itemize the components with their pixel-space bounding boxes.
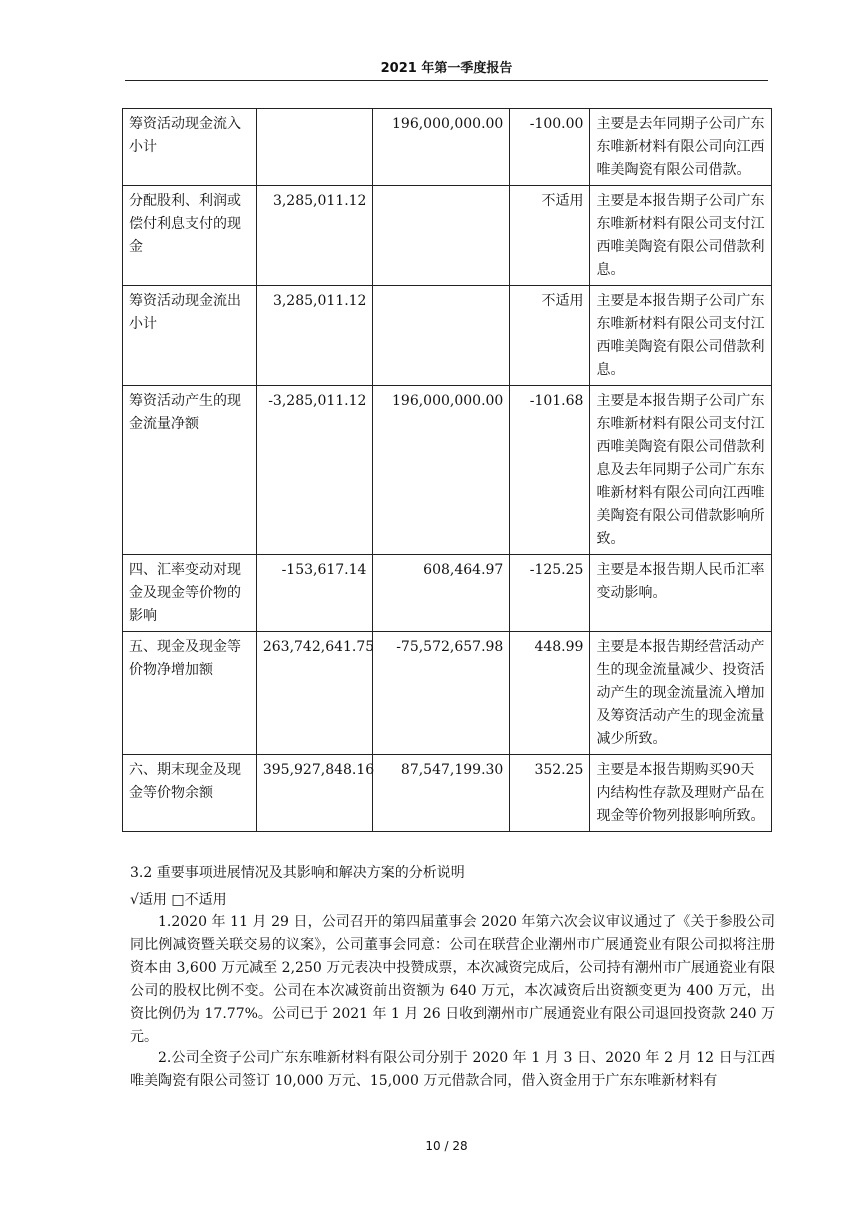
- change-ratio: -125.25: [510, 555, 590, 632]
- header-divider: [125, 80, 768, 81]
- change-reason: 主要是本报告期经营活动产生的现金流量减少、投资活动产生的现金流量流入增加及筹资活动产生的现金流量减少所致。: [590, 632, 772, 755]
- change-ratio: 不适用: [510, 186, 590, 286]
- change-ratio: -101.68: [510, 386, 590, 555]
- change-reason: 主要是本报告期子公司广东东唯新材料有限公司支付江西唯美陶瓷有限公司借款利息及去年同期子公司广东东唯新材料有限公司向江西唯美陶瓷有限公司借款影响所致。: [590, 386, 772, 555]
- current-period-value: -3,285,011.12: [256, 386, 373, 555]
- page-number: 10 / 28: [425, 1139, 468, 1153]
- current-period-value: -153,617.14: [256, 555, 373, 632]
- previous-period-value: 196,000,000.00: [373, 386, 510, 555]
- change-reason: 主要是本报告期人民币汇率变动影响。: [590, 555, 772, 632]
- body-paragraph: 1.2020 年 11 月 29 日，公司召开的第四届董事会 2020 年第六次会议审议通过了《关于参股公司同比例减资暨关联交易的议案》，公司董事会同意：公司在联营企业潮州市广展通瓷业有限公司拟将注册资本由 3,600 万元减至 2,250 万元表决中投赞成票，本次减资完成后，公司持有潮州市广展通瓷业有限公司的股权比例不变。公司在本次减资前出资额为 640 万元，本次减资后出资额变更为 400 万元，出资比例仍为 17.77%。公司已于 2021 年 1 月 26 日收到潮州市广展通瓷业有限公司退回投资款 240 万元。: [130, 914, 775, 1045]
- current-period-value: 263,742,641.75: [256, 632, 373, 755]
- row-item-label: 筹资活动现金流出小计: [123, 286, 257, 386]
- previous-period-value: 608,464.97: [373, 555, 510, 632]
- table-row: [123, 555, 772, 632]
- current-period-value: 3,285,011.12: [256, 286, 373, 386]
- table-row: [123, 109, 772, 186]
- current-period-value: [256, 109, 373, 186]
- change-reason: 主要是本报告期子公司广东东唯新材料有限公司支付江西唯美陶瓷有限公司借款利息。: [590, 286, 772, 386]
- change-reason: 主要是去年同期子公司广东东唯新材料有限公司向江西唯美陶瓷有限公司借款。: [590, 109, 772, 186]
- table-row: [123, 632, 772, 755]
- previous-period-value: [373, 186, 510, 286]
- previous-period-value: -75,572,657.98: [373, 632, 510, 755]
- change-reason: 主要是本报告期子公司广东东唯新材料有限公司支付江西唯美陶瓷有限公司借款利息。: [590, 186, 772, 286]
- report-header-title: 2021 年第一季度报告: [380, 61, 513, 76]
- row-item-label: 四、汇率变动对现金及现金等价物的影响: [123, 555, 257, 632]
- table-row: [123, 186, 772, 286]
- table-row: [123, 286, 772, 386]
- row-item-label: 六、期末现金及现金等价物余额: [123, 755, 257, 832]
- section-heading: 3.2 重要事项进展情况及其影响和解决方案的分析说明: [130, 865, 465, 881]
- previous-period-value: 196,000,000.00: [373, 109, 510, 186]
- cash-flow-table: [122, 108, 772, 832]
- current-period-value: 395,927,848.16: [256, 755, 373, 832]
- row-item-label: 筹资活动现金流入小计: [123, 109, 257, 186]
- change-ratio: 352.25: [510, 755, 590, 832]
- change-ratio: -100.00: [510, 109, 590, 186]
- table-row: [123, 755, 772, 832]
- row-item-label: 分配股利、利润或偿付利息支付的现金: [123, 186, 257, 286]
- previous-period-value: 87,547,199.30: [373, 755, 510, 832]
- table-row: [123, 386, 772, 555]
- row-item-label: 五、现金及现金等价物净增加额: [123, 632, 257, 755]
- change-ratio: 不适用: [510, 286, 590, 386]
- change-reason: 主要是本报告期购买90天内结构性存款及理财产品在现金等价物列报影响所致。: [590, 755, 772, 832]
- row-item-label: 筹资活动产生的现金流量净额: [123, 386, 257, 555]
- current-period-value: 3,285,011.12: [256, 186, 373, 286]
- body-paragraph: 2.公司全资子公司广东东唯新材料有限公司分别于 2020 年 1 月 3 日、2020 年 2 月 12 日与江西唯美陶瓷有限公司签订 10,000 万元、15,000 万元借款合同，借入资金用于广东东唯新材料有: [130, 1050, 775, 1089]
- change-ratio: 448.99: [510, 632, 590, 755]
- previous-period-value: [373, 286, 510, 386]
- applicability-checkbox-line: √适用 □不适用: [130, 892, 227, 908]
